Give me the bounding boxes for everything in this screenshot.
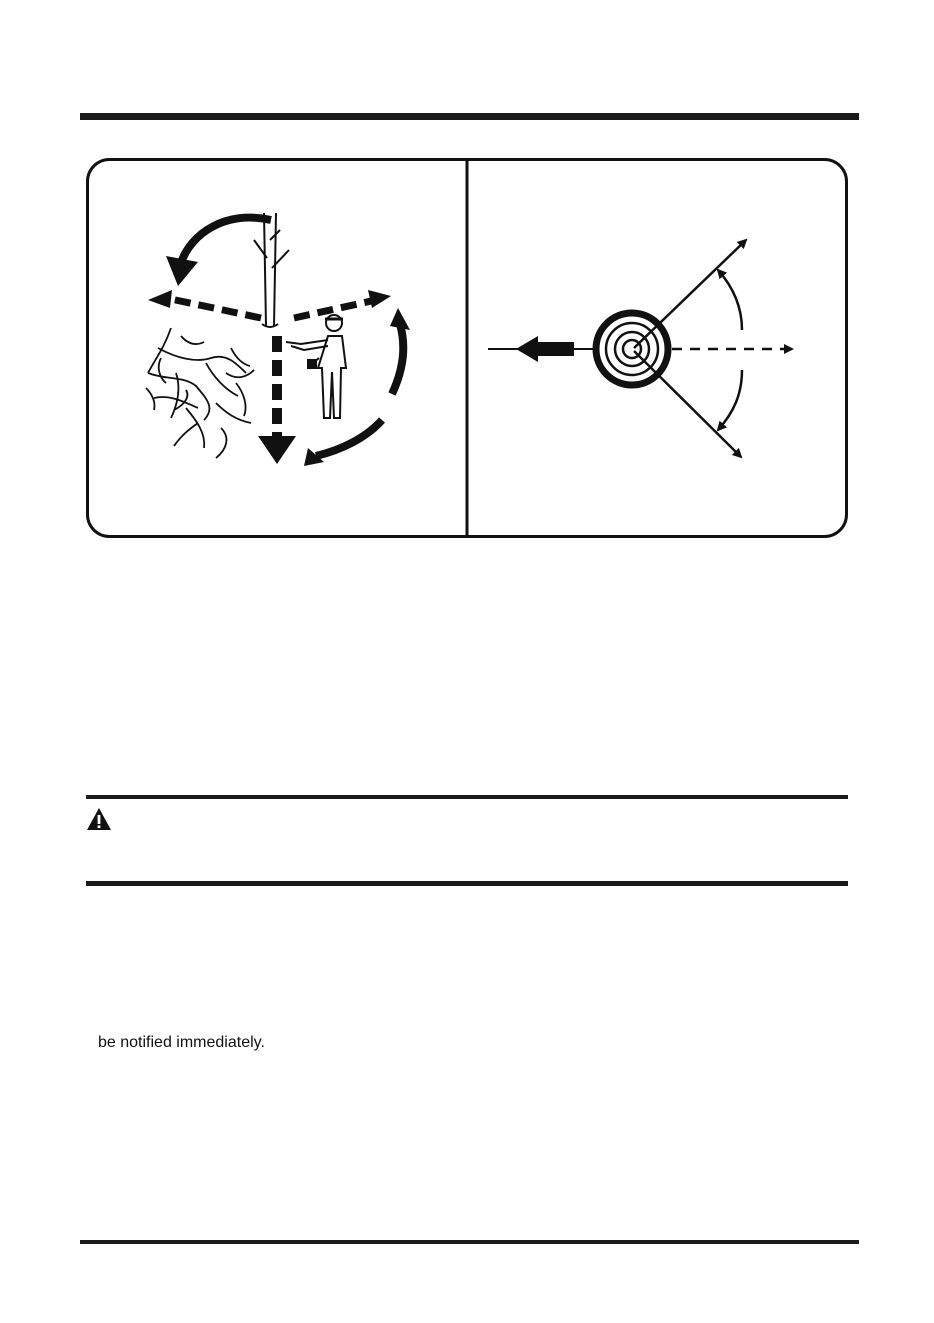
dashed-arrow-right-icon [294, 290, 391, 318]
escape-route-diagram [488, 240, 792, 457]
warning-box [86, 795, 848, 887]
felling-diagram-figure [86, 158, 848, 538]
angle-arc-upper-icon [718, 270, 742, 330]
dashed-arrow-left-icon [148, 290, 261, 318]
retreat-path-illustration [146, 213, 410, 466]
operator-figure-icon [286, 315, 346, 418]
top-rule [80, 113, 859, 120]
escape-route-lower-arrow-icon [634, 351, 741, 457]
bottom-rule [80, 1240, 859, 1244]
curved-arrow-right-icon [392, 324, 403, 394]
felling-direction-arrow-icon [516, 336, 574, 362]
warning-rule-bottom [86, 881, 848, 886]
escape-route-upper-arrow-icon [634, 240, 746, 348]
felling-diagram-svg [86, 158, 848, 538]
curved-arrow-bottom-right-icon [316, 420, 382, 456]
fallen-branches-icon [146, 328, 254, 458]
warning-triangle-icon [86, 807, 112, 831]
curved-arrow-top-left-icon [181, 218, 271, 263]
angle-arc-lower-icon [718, 370, 742, 430]
notice-text: be notified immediately. [98, 1034, 265, 1051]
tree-icon [254, 213, 289, 327]
warning-rule-top [86, 795, 848, 799]
dashed-arrow-down-icon [258, 336, 296, 464]
